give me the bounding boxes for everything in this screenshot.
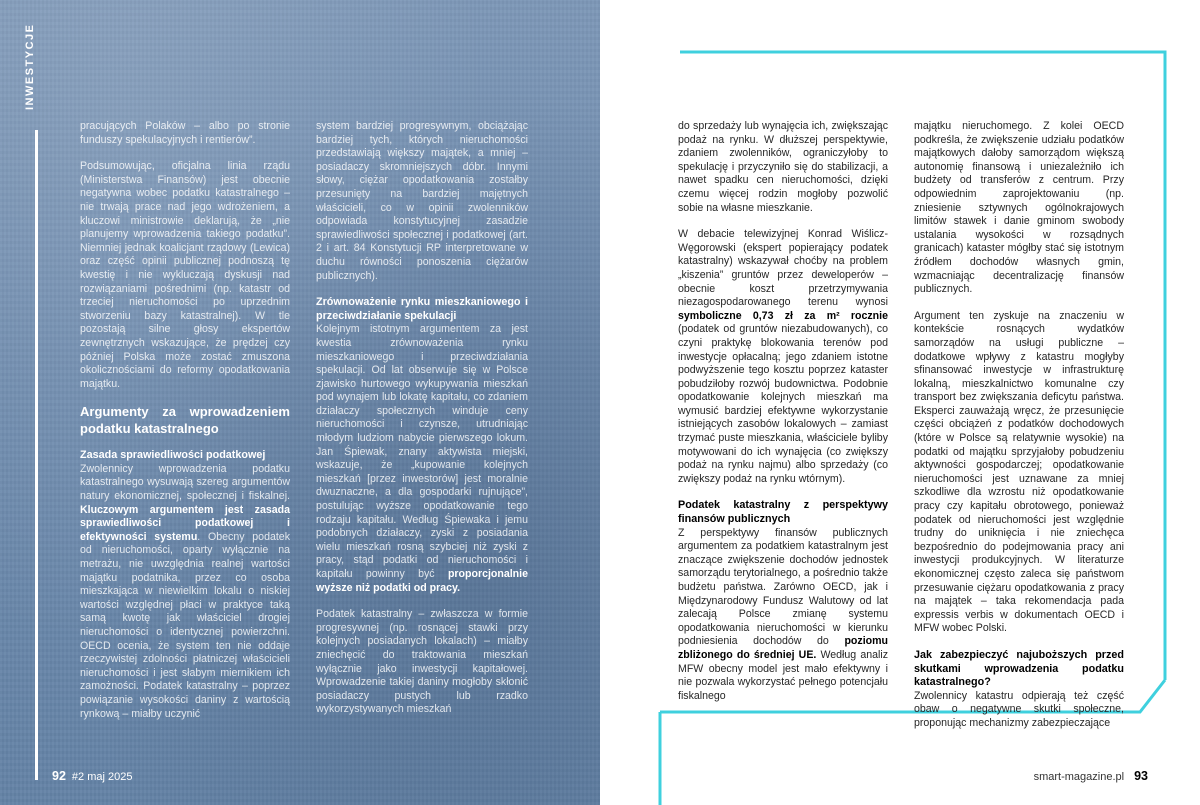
text-column-1 (80, 120, 290, 734)
paragraph: Zwolennicy wprowadzenia podatku katastralnego wysuwają szereg argumentów natury ekonomicznej, społecznej i fiskalnej. Kluczowym argumentem jest zasada sprawiedliwości podatkowej i efektywności systemu. Obecny podatek od nieruchomości, oparty wyłącznie na metrażu, nie uwzględnia realnej wartości majątku podatnika, przez co osoba mieszkająca w niewielkim lokalu o niskiej wartości względnej płaci w praktyce taką samą kwotę jak właściciel drogiej nieruchomości o identycznej powierzchni. OECD ocenia, że system ten nie oddaje rzeczywistej zdolności płatniczej właścicieli nieruchomości i jest słabym miernikiem ich zamożności. Podatek katastralny – poprzez powiązanie wysokości daniny z wartością rynkową – miałby uczynić (80, 462, 290, 720)
section-heading: Argumenty za wprowadzeniem podatku katastralnego (80, 404, 290, 436)
text-column-4 (914, 120, 1124, 744)
paragraph: pracujących Polaków – albo po stronie funduszy spekulacyjnych i rentierów”. (80, 120, 290, 146)
bold-emphasis: symboliczne 0,73 zł za m² rocznie (678, 309, 888, 322)
paragraph: W debacie telewizyjnej Konrad Wiślicz-Węgorowski (ekspert popierający podatek katastralny) wskazywał choćby na problem „kiszenia” gruntów przez deweloperów – obecnie koszt przetrzymywania niezagospodarowanego terenu wynosi symboliczne 0,73 zł za m² rocznie (podatek od gruntów niezabudowanych), co czyni praktykę blokowania terenów pod inwestycje opłacalną; jego zdaniem istotne podwyższenie tego kosztu poprzez kataster pobudziłoby rozwój budownictwa. Podobnie opodatkowanie kolejnych mieszkań ma wymusić bardziej efektywne wykorzystanie istniejących zasobów lokalowych – zamiast trzymać puste mieszkania, właściciele byliby motywowani do ich wynajęcia (co zwiększy podaż na rynku najmu) albo sprzedaży (co zwiększy podaż na rynku wtórnym). (678, 228, 888, 485)
site-url: smart-magazine.pl (1033, 771, 1125, 783)
paragraph: Z perspektywy finansów publicznych argumentem za podatkiem katastralnym jest znaczące zwiększenie dochodów jednostek samorządu terytorialnego, a pośrednio także budżetu państwa. Zarówno OECD, jak i Międzynarodowy Fundusz Walutowy od lat zalecają Polsce zmianę systemu opodatkowania nieruchomości w kierunku podniesienia dochodów do poziomu zbliżonego do średniej UE. Według analiz MFW obecny model jest mało efektywny i nie pozwala wykorzystać pełnego potencjału fiskalnego (678, 526, 889, 702)
paragraph: system bardziej progresywnym, obciążając bardziej tych, których nieruchomości przedstawiają większy majątek, a mniej – posiadaczy skromniejszych dóbr. Innymi słowy, ciężar opodatkowania zostałby przesunięty na bardziej majętnych właścicieli, co w opinii zwolenników odpowiada konstytucyjnej zasadzie sprawiedliwości społecznej i podatkowej (art. 2 i art. 84 Konstytucji RP interpretowane w duchu równości ponoszenia ciężarów publicznych). (316, 120, 528, 282)
folio-right (1034, 769, 1148, 783)
section-tag: INWESTYCJE (24, 23, 36, 110)
right-page (600, 0, 1200, 805)
paragraph: Argument ten zyskuje na znaczeniu w kontekście rosnących wydatków samorządów na usługi publiczne – dodatkowe wpływy z katastru mogłyby sfinansować inwestycje w infrastrukturę lokalną, mieszkalnictwo komunalne czy transport bez zwiększania deficytu państwa. Eksperci zauważają wręcz, że przesunięcie części obciążeń z podatków dochodowych (które w Polsce są relatywnie wysokie) na podatki od majątku sprzyjałoby pobudzeniu aktywności gospodarczej; opodatkowanie nieruchomości jest uznawane za mniej szkodliwe dla wzrostu niż opodatkowanie pracy czy kapitału obrotowego, ponieważ podatek od nieruchomości jest względnie trudny do uniknięcia i nie zniechęca bezpośrednio do podejmowania pracy ani inwestycji produkcyjnych. W literaturze ekonomicznej często zaleca się państwom przesuwanie ciężaru opodatkowania z pracy na majątek – taka rekomendacja pada expressis verbis w dokumentach OECD i MFW wobec Polski. (914, 309, 1124, 635)
bold-emphasis: Kluczowym argumentem jest zasada sprawiedliwości podatkowej i efektywności systemu (80, 503, 290, 543)
page-number: 93 (1134, 769, 1148, 783)
paragraph: Kolejnym istotnym argumentem za jest kwestia zrównoważenia rynku mieszkaniowego i przeciwdziałania spekulacji. Od lat obserwuje się w Polsce zjawisko hurtowego wykupywania mieszkań pod wynajem lub lokatę kapitału, co zdaniem działaczy społecznych winduje ceny nieruchomości i czynsze, utrudniając młodym ludziom nabycie pierwszego lokum. Jan Śpiewak, znany aktywista miejski, wskazuje, że „kupowanie kolejnych mieszkań [przez inwestorów] jest moralnie dwuznaczne, a dla gospodarki rujnujące”, postulując wyższe opodatkowanie tego rodzaju kapitału. Według Śpiewaka i jemu podobnych działaczy, zyski z posiadania wielu mieszkań rosną szybciej niż zyski z pracy, stąd podatki od nieruchomości i kapitału powinny być proporcjonalnie wyższe niż podatki od pracy. (316, 323, 528, 594)
paragraph: Podsumowując, oficjalna linia rządu (Ministerstwa Finansów) jest obecnie negatywna wobec podatku katastralnego – nie trwają prace nad jego wdrożeniem, a kluczowi ministrowie deklarują, że „nie planujemy wprowadzenia takiego podatku”. Niemniej jednak koalicjant rządowy (Lewica) oraz część opinii publicznej podnoszą tę kwestię i nie wykluczają dyskusji nad rozwiązaniami pośrednimi (np. katastr od trzeciej nieruchomości po uprzednim stworzeniu bazy katastralnej). W tle pozostają silne głosy ekspertów zewnętrznych wskazujące, że prędzej czy później Polska może zostać zmuszona okolicznościami do reformy opodatkowania majątku. (80, 160, 290, 390)
subheading: Zrównoważenie rynku mieszkaniowego i przeciwdziałanie spekulacji (316, 296, 528, 322)
paragraph: majątku nieruchomego. Z kolei OECD podkreśla, że zwiększenie udziału podatków majątkowych dałoby samorządom większą autonomię finansową i uniezależniło ich budżety od transferów z centrum. Przy odpowiednim zaprojektowaniu (np. zniesienie sztywnych ogólnokrajowych limitów stawek i danie gminom swobody ustalania wysokości w rozsądnych granicach) kataster mógłby stać się istotnym źródłem dochodów własnych gmin, wzmacniając decentralizację finansów publicznych. (914, 120, 1124, 296)
bold-emphasis: poziomu zbliżonego do średniej UE. (678, 635, 888, 661)
text-column-3 (678, 120, 888, 716)
page-number: 92 (52, 769, 66, 783)
folio-left (52, 769, 132, 783)
subheading: Zasada sprawiedliwości podatkowej (80, 449, 266, 462)
text-column-2 (316, 120, 528, 730)
vertical-rule (35, 130, 38, 780)
paragraph: Podatek katastralny – zwłaszcza w formie progresywnej (np. rosnącej stawki przy kolejnych posiadanych lokalach) – miałby zniechęcić do traktowania mieszkań wyłącznie jako inwestycji kapitałowej. Wprowadzenie takiej daniny mogłoby skłonić posiadaczy pustych lub rzadko wykorzystywanych mieszkań (316, 608, 528, 716)
paragraph: do sprzedaży lub wynajęcia ich, zwiększając podaż na rynku. W dłuższej perspektywie, zdaniem zwolenników, ograniczyłoby to spekulację i przyczyniło się do stabilizacji, a nawet spadku cen nieruchomości, dzięki czemu więcej rodzin mogłoby pozwolić sobie na własne mieszkanie. (678, 120, 888, 214)
subheading: Jak zabezpieczyć najuboższych przed skutkami wprowadzenia podatku katastralnego? (914, 648, 1124, 689)
paragraph: Zwolennicy katastru odpierają też część obaw o negatywne skutki społeczne, proponując mechanizmy zabezpieczające (914, 689, 1124, 729)
bold-emphasis: proporcjonalnie wyższe niż podatki od pracy. (316, 568, 528, 594)
subheading: Podatek katastralny z perspektywy finansów publicznych (678, 499, 888, 526)
issue-label: #2 maj 2025 (71, 771, 133, 783)
